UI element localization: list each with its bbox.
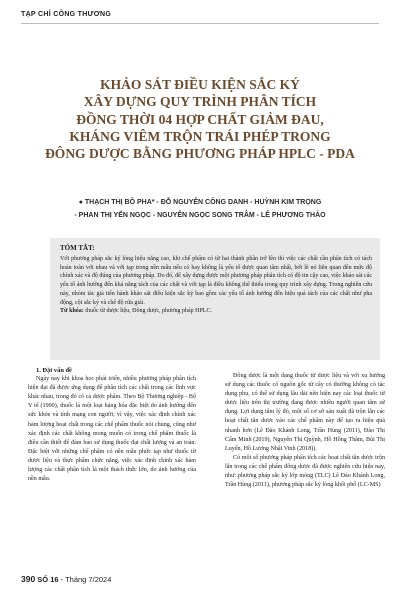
page-footer [21, 574, 111, 584]
author-line: ● THẠCH THỊ BÔ PHA* - ĐỖ NGUYỄN CÔNG DANH - HUỲNH KIM TRỌNG [78, 199, 322, 206]
title-line: ĐỒNG THỜI 04 HỢP CHẤT GIẢM ĐAU, [76, 111, 324, 127]
page-number: 390 [21, 574, 36, 584]
keywords-label: Từ khóa: [60, 308, 84, 315]
article-title [28, 76, 372, 162]
keywords-text: thuốc từ dược liệu, Đông dược, phương pháp HPLC. [85, 308, 212, 315]
author-list [30, 196, 370, 222]
body-paragraph: Đông dược là một dạng thuốc từ dược liệu và với xu hướng sử dụng các thuốc có nguồn gốc từ cây cỏ thường không có tác dụng phụ, có thể sử dụng lâu dài nên hiện nay các loại thuốc từ dược liệu trên thị trường đang được nhiều người quan tâm sử dụng. Lợi dụng tâm lý đó, một số cơ sở sản xuất đã trộn lẫn các hoạt chất tân dược vào các chế phẩm này để tạo ra hiệu quả nhanh hơn (Lê Đào Khánh Long, Trần Hùng (2011), Đào Thị Cẩm Minh (2019), Nguyễn Thị Quỳnh, Hồ Hồng Thắm, Bùi Thị Luyến, Hồ Lương Nhật Vinh (2018)). [225, 373, 385, 452]
right-column [225, 372, 385, 490]
abstract-body: Với phương pháp sắc ký lỏng hiệu năng cao, khi chế phẩm có từ hai thành phần trở lên thì việc các chất cần phân tích có tách hoàn toàn với nhau và với tạp trong nền mẫu nếu có hay không là yếu tố được quan tâm nhất, bởi lẽ nó liên quan đến mức độ chính xác và độ đúng của phương pháp. Do đó, để xây dựng được một phương pháp phân tích có độ tin cậy cao, việc khảo sát các yếu tố ảnh hưởng đến khả năng tách của các chất và với tạp là điều không thể thiếu trong quy trình xây dựng. Trong nghiên cứu này, nhóm tác giả tiến hành khảo sát điều kiện sắc ký bao gồm các yếu tố ảnh hưởng đến hiệu quả tách của các chất như pha động, cột sắc ký và chế độ rửa giải. [60, 256, 372, 306]
keywords [60, 307, 372, 316]
title-line: ĐÔNG DƯỢC BẰNG PHƯƠNG PHÁP HPLC - PDA [45, 146, 355, 162]
abstract-box [50, 238, 380, 360]
left-column [28, 366, 196, 484]
issue-date: - Tháng 7/2024 [60, 575, 112, 584]
issue-number: SỐ 16 [37, 575, 59, 584]
body-paragraph: Có một số phương pháp phân tích các hoạt chất tân dược trộn lẫn trong các chế phẩm đông dược đã được nghiên cứu hiện nay, như: phương pháp sắc ký lớp mỏng (TLC) Lê Đào Khánh Long, Trần Hùng (2011), phương pháp sắc ký lỏng khối phổ (LC-MS) [225, 454, 385, 489]
title-line: KHẢO SÁT ĐIỀU KIỆN SẮC KÝ [100, 77, 300, 92]
author-line: - PHAN THỊ YẾN NGỌC - NGUYỄN NGỌC SONG TRÂM - LÊ PHƯƠNG THẢO [74, 212, 326, 219]
journal-name: TẠP CHÍ CÔNG THƯƠNG [21, 11, 112, 18]
header-divider [21, 23, 379, 24]
title-line: XÂY DỰNG QUY TRÌNH PHÂN TÍCH [83, 94, 317, 110]
title-line: KHÁNG VIÊM TRỘN TRÁI PHÉP TRONG [69, 128, 331, 144]
section-heading: 1. Đặt vấn đề [36, 367, 72, 374]
body-paragraph: Ngày nay khi khoa học phát triển, nhiều phương pháp phân tích hiện đại đã được ứng dụng để phân tích các chất trong các lĩnh vực khác nhau, trong đó có cả dược phẩm. Theo Bộ Thương nghiệp - Bộ Y tế (1990), thuốc là một loại hàng hóa đặc biệt do ảnh hưởng đến sức khỏe và tính mạng con người; vì vậy, việc xác định chính xác hàm lượng hoạt chất trong các chế phẩm thuốc nói chung, cũng như xác định các chất không mong muốn có trong chế phẩm thuốc là điều cần thiết để đảm bảo sử dụng thuốc đạt chất lượng và an toàn. Đặc biệt với những chế phẩm có nền mẫu phức tạp như thuốc từ dược liệu và thực phẩm chức năng, việc xác định chính xác hàm lượng các chất phân tích là một thách thức lớn, do ảnh hưởng của nền mẫu. [28, 376, 196, 483]
abstract-title: TÓM TẮT: [60, 244, 95, 252]
